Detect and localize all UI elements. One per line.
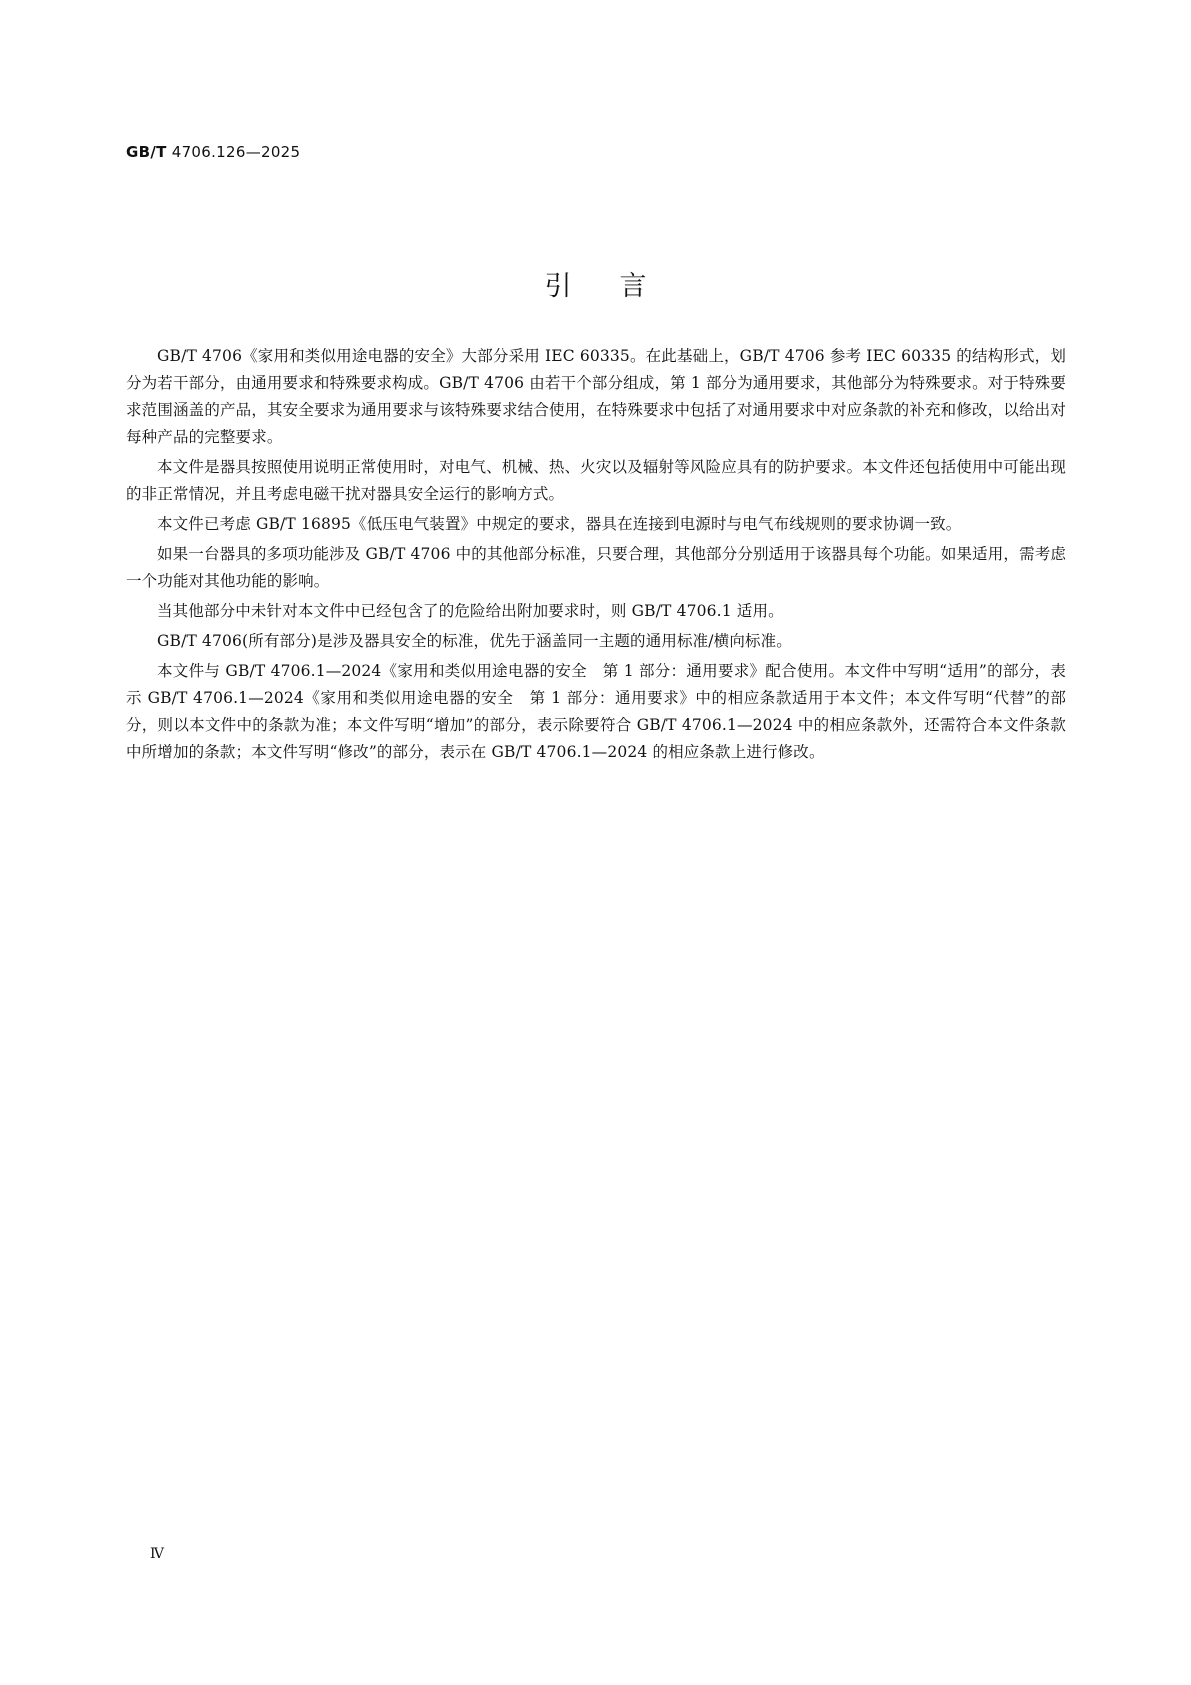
- paragraph-4: 如果一台器具的多项功能涉及 GB/T 4706 中的其他部分标准，只要合理，其他部分分别适用于该器具每个功能。如果适用，需考虑一个功能对其他功能的影响。: [126, 545, 1067, 590]
- page-number: Ⅳ: [150, 1546, 164, 1562]
- page-title: 引言: [544, 271, 695, 303]
- document-code-prefix: GB/T: [126, 143, 167, 161]
- paragraph-1: GB/T 4706《家用和类似用途电器的安全》大部分采用 IEC 60335。在此基础上，GB/T 4706 参考 IEC 60335 的结构形式，划分为若干部分，由通用要求和特殊要求构成。GB/T 4706 由若干个部分组成，第 1 部分为通用要求，其他部分为特殊要求。对于特殊要求范围涵盖的产品，其安全要求为通用要求与该特殊要求结合使用，在特殊要求中包括了对通用要求中对应条款的补充和修改，以给出对每种产品的完整要求。: [126, 347, 1066, 446]
- paragraph-5: 当其他部分中未针对本文件中已经包含了的危险给出附加要求时，则 GB/T 4706.1 适用。: [157, 602, 784, 620]
- paragraph-7: 本文件与 GB/T 4706.1—2024《家用和类似用途电器的安全 第 1 部分：通用要求》配合使用。本文件中写明“适用”的部分，表示 GB/T 4706.1—2024《家用和类似用途电器的安全 第 1 部分：通用要求》中的相应条款适用于本文件；本文件写明“代替”的部分，则以本文件中的条款为准；本文件写明“增加”的部分，表示除要符合 GB/T 4706.1—2024 中的相应条款外，还需符合本文件条款中所增加的条款；本文件写明“修改”的部分，表示在 GB/T 4706.1—2024 的相应条款上进行修改。: [126, 662, 1066, 761]
- document-body: [126, 343, 1066, 769]
- document-code-number: 4706.126—2025: [166, 143, 301, 161]
- paragraph-6: GB/T 4706(所有部分)是涉及器具安全的标准，优先于涵盖同一主题的通用标准/横向标准。: [157, 632, 792, 650]
- paragraph-3: 本文件已考虑 GB/T 16895《低压电气装置》中规定的要求，器具在连接到电源时与电气布线规则的要求协调一致。: [157, 515, 962, 533]
- document-code-header: [126, 143, 300, 161]
- paragraph-2: 本文件是器具按照使用说明正常使用时，对电气、机械、热、火灾以及辐射等风险应具有的防护要求。本文件还包括使用中可能出现的非正常情况，并且考虑电磁干扰对器具安全运行的影响方式。: [126, 458, 1066, 503]
